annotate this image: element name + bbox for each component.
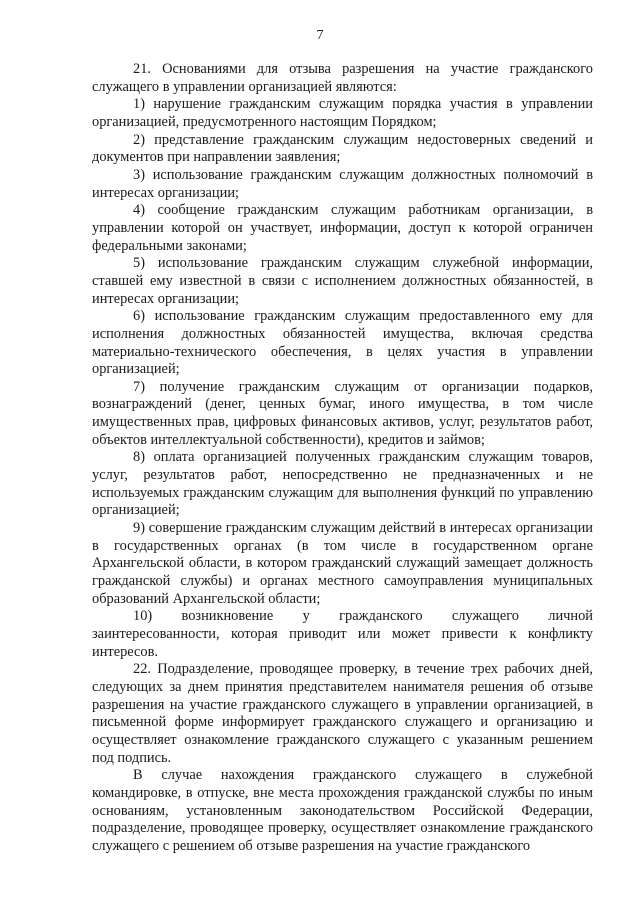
paragraph-21-item-3: 3) использование гражданским служащим должностных полномочий в интересах организации; (92, 166, 593, 201)
paragraph-22: 22. Подразделение, проводящее проверку, в течение трех рабочих дней, следующих за днем принятия представителем нанимателя решения об отзыве разрешения на участие гражданского служащего в управлении организацией, в письменной форме информирует гражданского служащего и организацию и осуществляет ознакомление гражданского служащего с указанным решением под подпись. (92, 661, 593, 766)
document-body (92, 61, 593, 856)
paragraph-21-item-4: 4) сообщение гражданским служащим работникам организации, в управлении которой он участвует, информации, доступ к которой ограничен федеральными законами; (92, 202, 593, 254)
paragraph-22-continuation: В случае нахождения гражданского служащего в служебной командировке, в отпуске, вне места прохождения гражданской службы по иным основаниям, установленным законодательством Российской Федерации, подразделение, проводящее проверку, осуществляет ознакомление гражданского служащего с решением об отзыве разрешения на участие гражданского (92, 767, 593, 854)
paragraph-21-item-8: 8) оплата организацией полученных гражданским служащим товаров, услуг, результатов работ, непосредственно не предназначенных и не используемых гражданским служащим для выполнения функций по управлению организацией; (92, 449, 593, 519)
paragraph-21-item-1: 1) нарушение гражданским служащим порядка участия в управлении организацией, предусмотренного настоящим Порядком; (92, 96, 593, 130)
paragraph-21-item-6: 6) использование гражданским служащим предоставленного ему для исполнения должностных обязанностей имущества, включая средства материально-технического обеспечения, в целях участия в управлении организацией; (92, 308, 593, 378)
paragraph-21: 21. Основаниями для отзыва разрешения на участие гражданского служащего в управлении организацией являются: (92, 61, 593, 95)
paragraph-21-item-7: 7) получение гражданским служащим от организации подарков, вознаграждений (денег, ценных бумаг, иного имущества, в том числе имущественных прав, цифровых финансовых активов, услуг, результатов работ, объектов интеллектуальной собственности), кредитов и займов; (92, 378, 593, 448)
paragraph-21-item-9: 9) совершение гражданским служащим действий в интересах организации в государственных органах (в том числе в государственном органе Архангельской области, в котором гражданский служащий замещает должность гражданской службы) и органах местного самоуправления муниципальных образований Архангельской области; (92, 520, 593, 607)
paragraph-21-item-10: 10) возникновение у гражданского служащего личной заинтересованности, которая приводит или может привести к конфликту интересов. (92, 608, 593, 660)
paragraph-21-item-2: 2) представление гражданским служащим недостоверных сведений и документов при направлении заявления; (92, 131, 593, 166)
page-number: 7 (316, 28, 324, 43)
paragraph-21-item-5: 5) использование гражданским служащим служебной информации, ставшей ему известной в связи с исполнением должностных обязанностей, в интересах организации; (92, 255, 593, 307)
